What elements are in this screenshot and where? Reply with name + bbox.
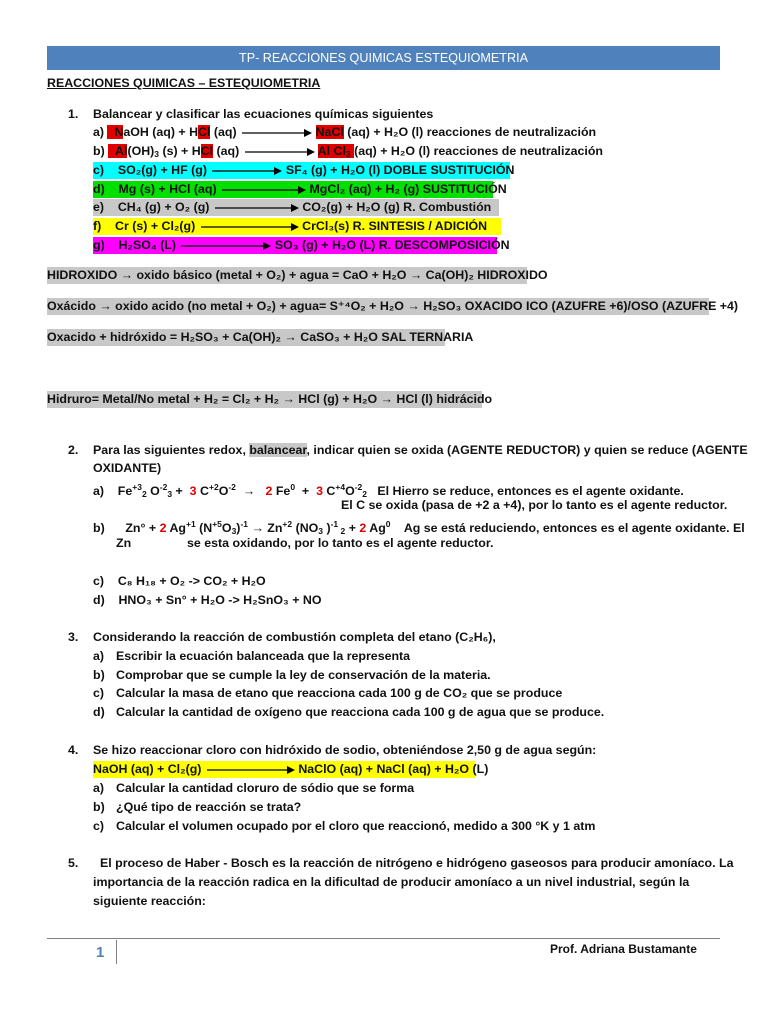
note-hidroxido: HIDROXIDO → oxido básico (metal + O₂) + agua = CaO + H₂O → Ca(OH)₂ HIDROXIDO bbox=[47, 268, 548, 282]
note-oxacido: Oxácido → oxido acido (no metal + O₂) + agua= S⁺⁴O₂ + H₂O → H₂SO₃ OXACIDO ICO (AZUFRE +6)/OSO (AZUFRE +4) bbox=[47, 299, 739, 313]
q2-item-d: d) HNO₃ + Sn° + H₂O -> H₂SnO₃ + NO bbox=[93, 593, 322, 607]
q3-number: 3. bbox=[68, 630, 79, 644]
q3-text: Considerando la reacción de combustión completa del etano (C₂H₆), bbox=[93, 630, 496, 644]
arrow-icon bbox=[213, 204, 299, 212]
page-header: TP- REACCIONES QUIMICAS ESTEQUIOMETRIA bbox=[47, 46, 720, 70]
q3-item-d: d) Calcular la cantidad de oxígeno que reacciona cada 100 g de agua que se produce. bbox=[93, 705, 605, 719]
q5-line1: El proceso de Haber - Bosch es la reacción de nitrógeno e hidrógeno gaseosos para producir amoníaco. La bbox=[100, 856, 734, 870]
q2a-note1: El Hierro se reduce, entonces es el agente oxidante. bbox=[377, 484, 684, 498]
q4-item-c: c) Calcular el volumen ocupado por el cloro que reaccionó, medido a 300 °K y 1 atm bbox=[93, 819, 596, 833]
q1-item-a: a) NaOH (aq) + HCl (aq) NaCl (aq) + H₂O (l) reacciones de neutralización bbox=[93, 125, 597, 139]
q4-number: 4. bbox=[68, 743, 79, 757]
q1a-tail: (aq) + H₂O (l) reacciones de neutralización bbox=[347, 125, 597, 139]
q2a-note2: El C se oxida (pasa de +2 a +4), por lo tanto es el agente reductor. bbox=[341, 498, 728, 512]
q1g-right: SO₃ (g) + H₂O (L) R. DESCOMPOSICIÓN bbox=[274, 238, 510, 252]
q1c-left: SO₂(g) + HF (g) bbox=[117, 163, 207, 177]
document-subtitle: REACCIONES QUIMICAS – ESTEQUIOMETRIA bbox=[47, 76, 321, 90]
q2-item-c: c) C₈ H₁₈ + O₂ -> CO₂ + H₂O bbox=[93, 574, 266, 588]
q1c-right: SF₄ (g) + H₂O (l) DOBLE SUSTITUCIÓN bbox=[285, 163, 515, 177]
q4-eq-right: NaClO (aq) + NaCl (aq) + H₂O (L) bbox=[298, 762, 489, 776]
arrow-icon bbox=[240, 129, 312, 137]
footer-page-divider bbox=[116, 940, 117, 964]
q1-item-f: f) Cr (s) + Cl₂(g) CrCl₃(s) R. SINTESIS / ADICIÓN bbox=[93, 218, 501, 235]
arrow-icon bbox=[179, 242, 271, 250]
q4-item-b: b) ¿Qué tipo de reacción se trata? bbox=[93, 800, 302, 814]
author-name: Prof. Adriana Bustamante bbox=[550, 942, 697, 956]
q2-item-b: b) Zn° + 2 $Ag^{+1}$ $(N^{+5}O_3)^{-1} \to Zn^{+2}$ ($NO_3$ )$^{-1}$ $_2$ + 2 Ag$^0$ Ag se está reduciendo, entonces es el agente oxidante. El bbox=[93, 519, 745, 536]
q1-text: Balancear y clasificar las ecuaciones químicas siguientes bbox=[93, 107, 434, 121]
q1e-right: CO₂(g) + H₂O (g) R. Combustión bbox=[302, 200, 492, 214]
q1-item-b: b) $Al(OH)_3$ (s) + HCl (aq) Al $Cl_3$ (aq) + H₂O (l) reacciones de neutralización bbox=[93, 144, 604, 159]
q2b-note2b: se esta oxidando, por lo tanto es el agente reductor. bbox=[187, 536, 494, 550]
q1f-left: Cr (s) + Cl₂(g) bbox=[115, 219, 196, 233]
q2-text: Para las siguientes redox, balancear, indicar quien se oxida (AGENTE REDUCTOR) y quien se reduce (AGENTE bbox=[93, 443, 748, 457]
q2b-note1: Ag se está reduciendo, entonces es el agente oxidante. El bbox=[403, 521, 745, 535]
q1-number: 1. bbox=[68, 107, 79, 121]
q5-line3: siguiente reacción: bbox=[93, 894, 206, 908]
q3-item-c: c) Calcular la masa de etano que reacciona cada 100 g de CO₂ que se produce bbox=[93, 686, 563, 700]
page-number: 1 bbox=[96, 944, 105, 961]
q1-item-g: g) H₂SO₄ (L) SO₃ (g) + H₂O (L) R. DESCOMPOSICIÓN bbox=[93, 238, 510, 252]
arrow-icon bbox=[199, 223, 299, 231]
q2-text-cont: OXIDANTE) bbox=[93, 461, 162, 475]
q2-number: 2. bbox=[68, 443, 79, 457]
q4-text: Se hizo reaccionar cloro con hidróxido de sodio, obteniéndose 2,50 g de agua según: bbox=[93, 743, 597, 757]
q3-item-b: b) Comprobar que se cumple la ley de conservación de la materia. bbox=[93, 668, 491, 682]
q1f-right: CrCl₃(s) R. SINTESIS / ADICIÓN bbox=[302, 219, 488, 233]
q1-item-d: d) Mg (s) + HCl (aq) MgCl₂ (aq) + H₂ (g) SUSTITUCIÓN bbox=[93, 182, 507, 196]
q1b-label: b) bbox=[93, 144, 105, 158]
footer-divider bbox=[47, 938, 720, 939]
q1-item-c: c) SO₂(g) + HF (g) SF₄ (g) + H₂O (l) DOBLE SUSTITUCIÓN bbox=[93, 163, 515, 177]
arrow-icon bbox=[210, 167, 282, 175]
note-oxacido-hidroxido: Oxacido + hidróxido = H₂SO₃ + Ca(OH)₂ → CaSO₃ + H₂O SAL TERNARIA bbox=[47, 330, 474, 344]
q1a-label: a) bbox=[93, 125, 105, 139]
q1d-right: MgCl₂ (aq) + H₂ (g) SUSTITUCIÓN bbox=[309, 182, 507, 196]
arrow-icon bbox=[220, 186, 306, 194]
q1b-tail: (aq) + H₂O (l) reacciones de neutralización bbox=[354, 144, 604, 158]
q1d-left: Mg (s) + HCl (aq) bbox=[118, 182, 217, 196]
q1-item-e: e) CH₄ (g) + O₂ (g) CO₂(g) + H₂O (g) R. Combustión bbox=[93, 199, 499, 216]
q4-equation bbox=[93, 761, 489, 778]
q5-number: 5. bbox=[68, 856, 79, 870]
note-hidruro: Hidruro= Metal/No metal + H₂ = Cl₂ + H₂ → HCl (g) + H₂O → HCl (l) hidrácido bbox=[47, 392, 493, 406]
q1e-left: CH₄ (g) + O₂ (g) bbox=[117, 200, 210, 214]
q4-item-a: a) Calcular la cantidad cloruro de sódio que se forma bbox=[93, 781, 415, 795]
q2b-note2a: Zn bbox=[116, 536, 132, 550]
arrow-icon bbox=[205, 766, 295, 774]
q3-item-a: a) Escribir la ecuación balanceada que la representa bbox=[93, 649, 411, 663]
q5-line2: importancia de la reacción radica en la dificultad de producir amoníaco a un nivel industrial, según la bbox=[93, 875, 690, 889]
q4-eq-left: NaOH (aq) + Cl₂(g) bbox=[93, 762, 202, 776]
q2-item-a: a) $Fe^{+3}_2$ $O^{-2}_3 + 3$ $C^{+2}O^{-2} \to 2$ Fe$^0$ + 3 $C^{+4}O^{-2}_2$ El Hierro se reduce, entonces es el agente oxidante. bbox=[93, 482, 684, 499]
arrow-icon bbox=[243, 148, 315, 156]
q1g-left: H₂SO₄ (L) bbox=[118, 238, 177, 252]
